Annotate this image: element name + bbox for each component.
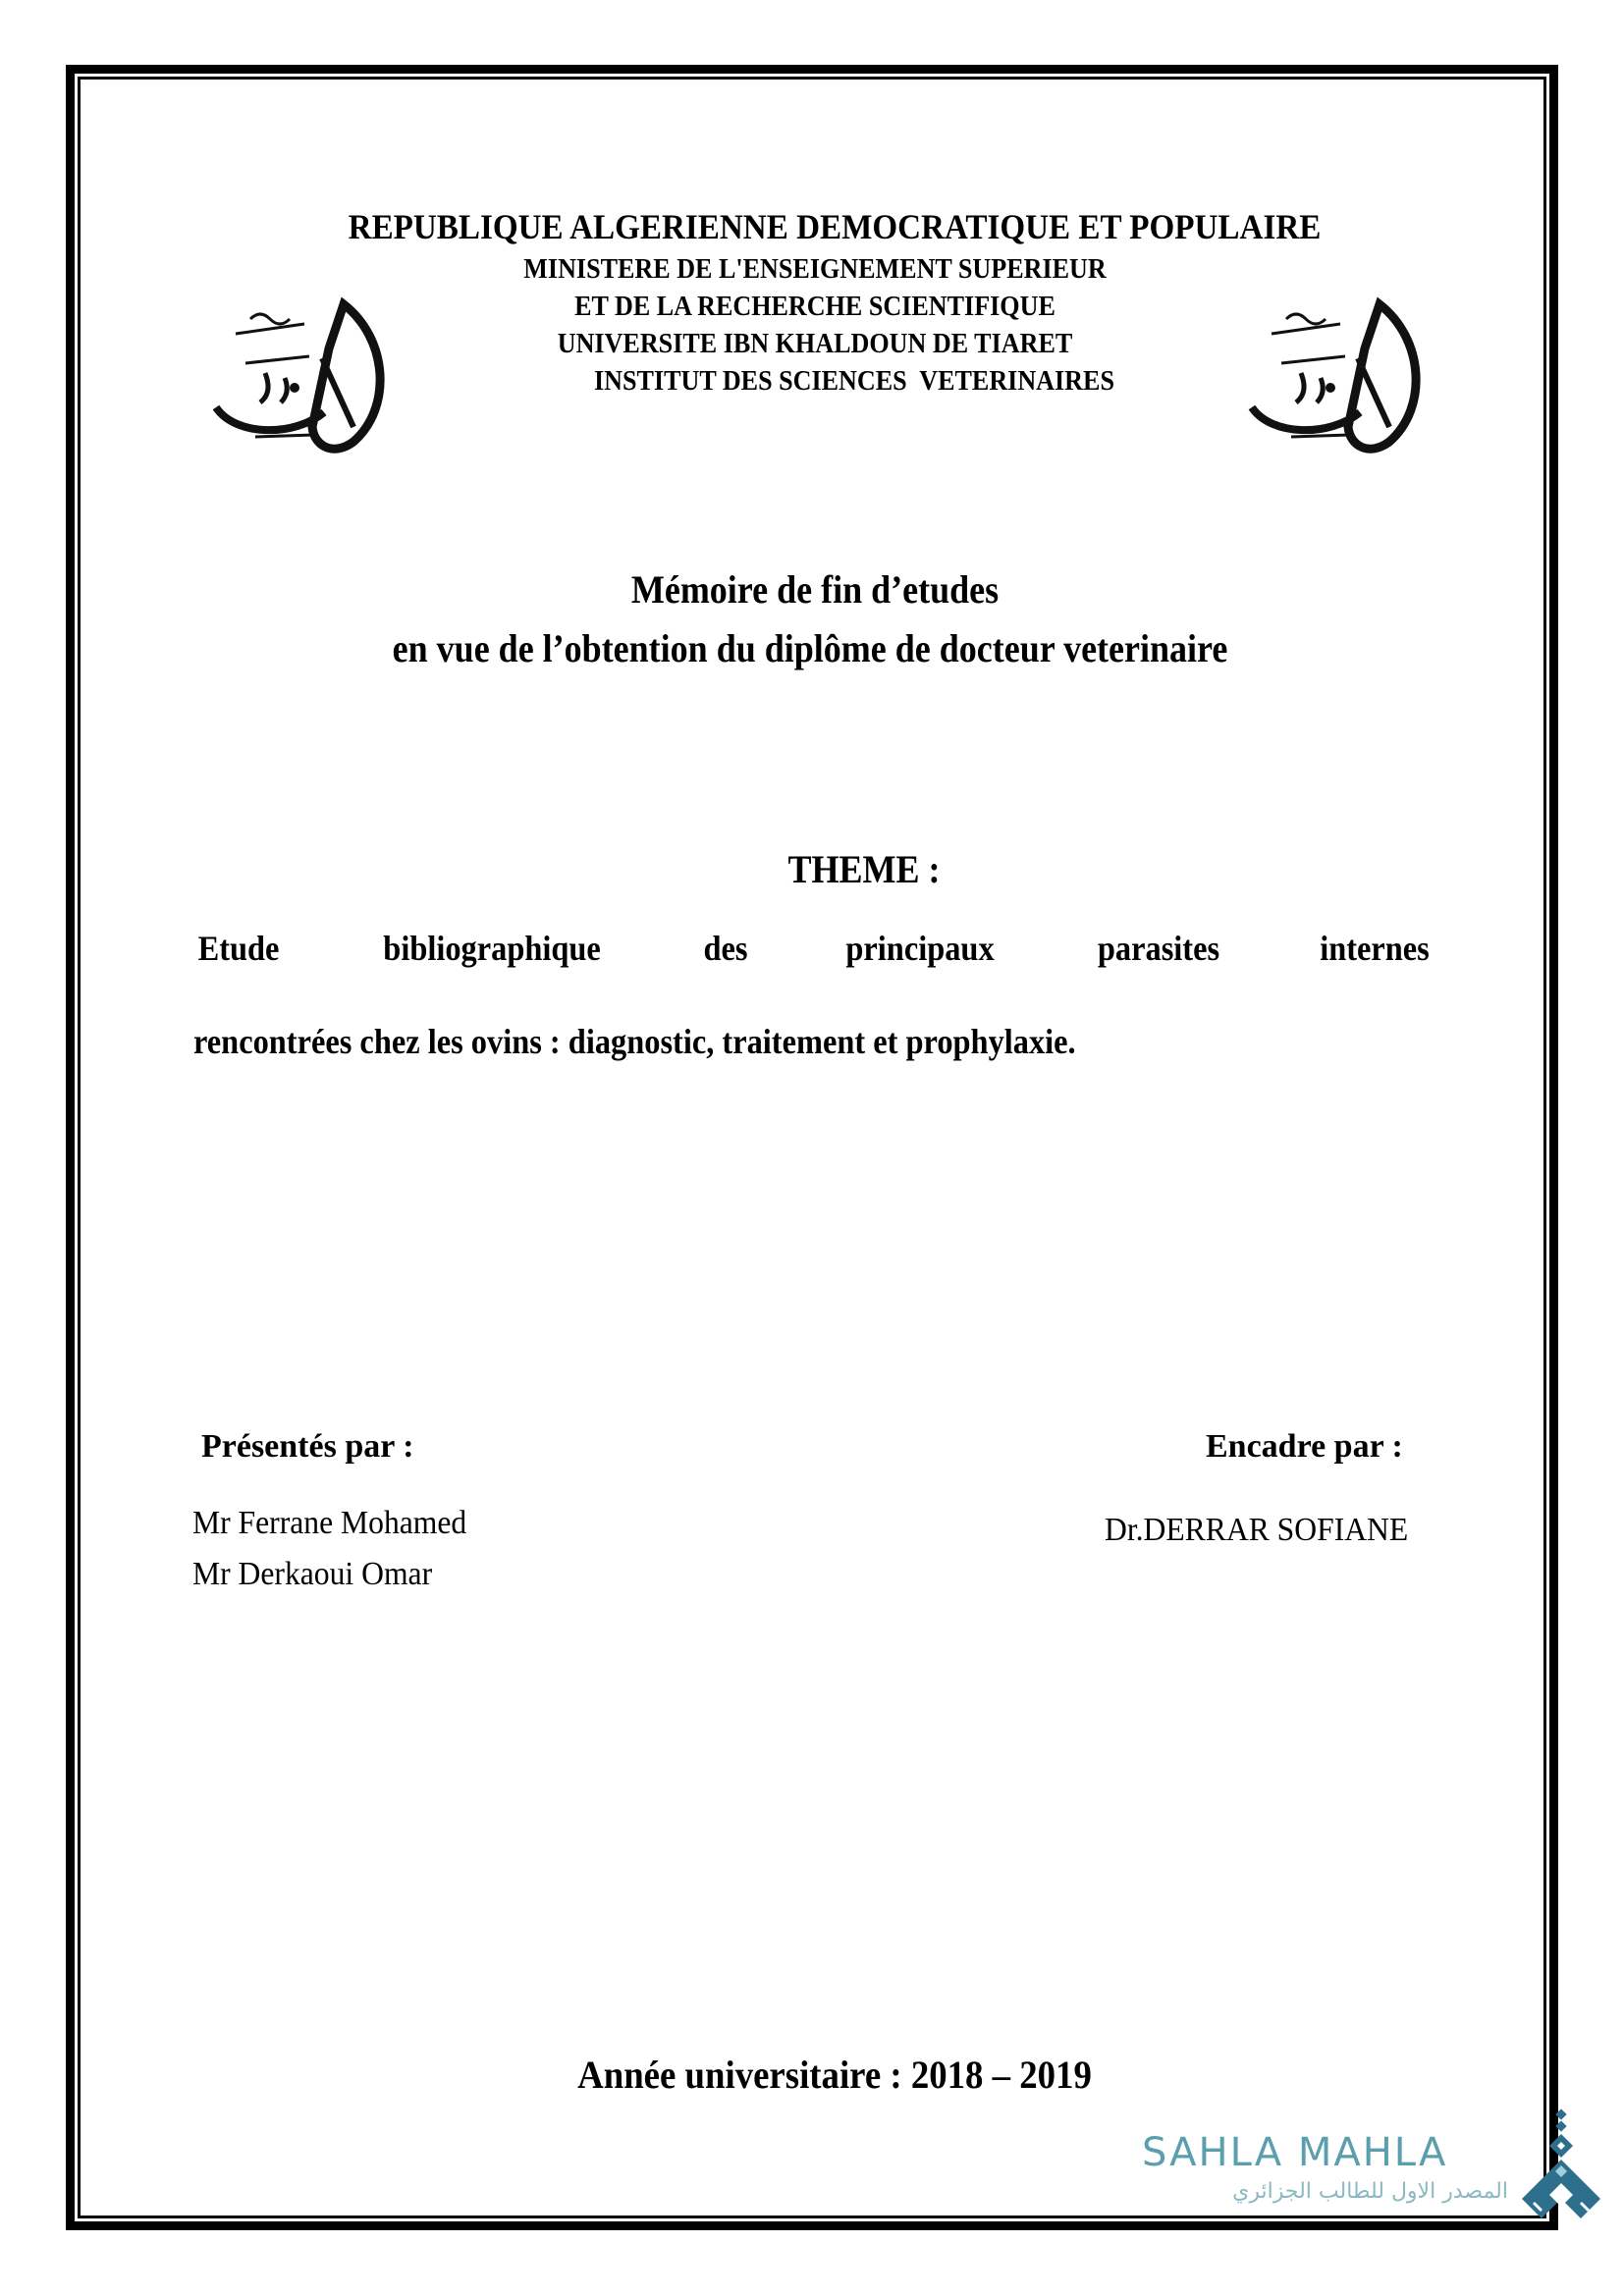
calligraphy-logo-icon	[196, 280, 403, 456]
theme-word: internes	[1320, 929, 1430, 968]
theme-label: THEME :	[787, 847, 941, 891]
student-name: Mr Ferrane Mohamed	[192, 1505, 467, 1541]
republic-heading: REPUBLIQUE ALGERIENNE DEMOCRATIQUE ET POPULAIRE	[348, 207, 1322, 246]
brand-tagline: المصدر الاول للطالب الجزائري	[1232, 2179, 1508, 2204]
theme-word: Etude	[197, 929, 280, 968]
theme-word: bibliographique	[383, 929, 602, 968]
theme-title-line-2: rencontrées chez les ovins : diagnostic, traitement et prophylaxie.	[193, 1022, 1076, 1061]
university-logo-left	[196, 280, 403, 456]
memoire-subtitle: en vue de l’obtention du diplôme de docteur veterinaire	[392, 626, 1228, 670]
presented-by-label: Présentés par :	[201, 1428, 414, 1465]
brand-name: SAHLA MAHLA	[1142, 2130, 1448, 2175]
university-name: UNIVERSITE IBN KHALDOUN DE TIARET	[557, 328, 1073, 359]
institute-name: INSTITUT DES SCIENCES VETERINAIRES	[594, 365, 1114, 397]
sahla-mahla-watermark	[1139, 2130, 1600, 2228]
theme-title-line-1	[193, 928, 1435, 969]
theme-word: parasites	[1097, 929, 1219, 968]
supervised-by-label: Encadre par :	[1206, 1428, 1403, 1465]
calligraphy-logo-icon	[1232, 280, 1438, 456]
theme-word: des	[703, 929, 748, 968]
supervisor-name: Dr.DERRAR SOFIANE	[1105, 1512, 1409, 1548]
sahla-mahla-logo-icon	[1512, 2109, 1610, 2226]
academic-year: Année universitaire : 2018 – 2019	[577, 2053, 1092, 2097]
university-logo-right	[1232, 280, 1438, 456]
ministry-line-2: ET DE LA RECHERCHE SCIENTIFIQUE	[574, 291, 1056, 322]
theme-word: principaux	[845, 929, 995, 968]
student-name: Mr Derkaoui Omar	[192, 1556, 433, 1592]
memoire-title: Mémoire de fin d’etudes	[630, 567, 1000, 612]
ministry-line-1: MINISTERE DE L'ENSEIGNEMENT SUPERIEUR	[523, 253, 1107, 285]
